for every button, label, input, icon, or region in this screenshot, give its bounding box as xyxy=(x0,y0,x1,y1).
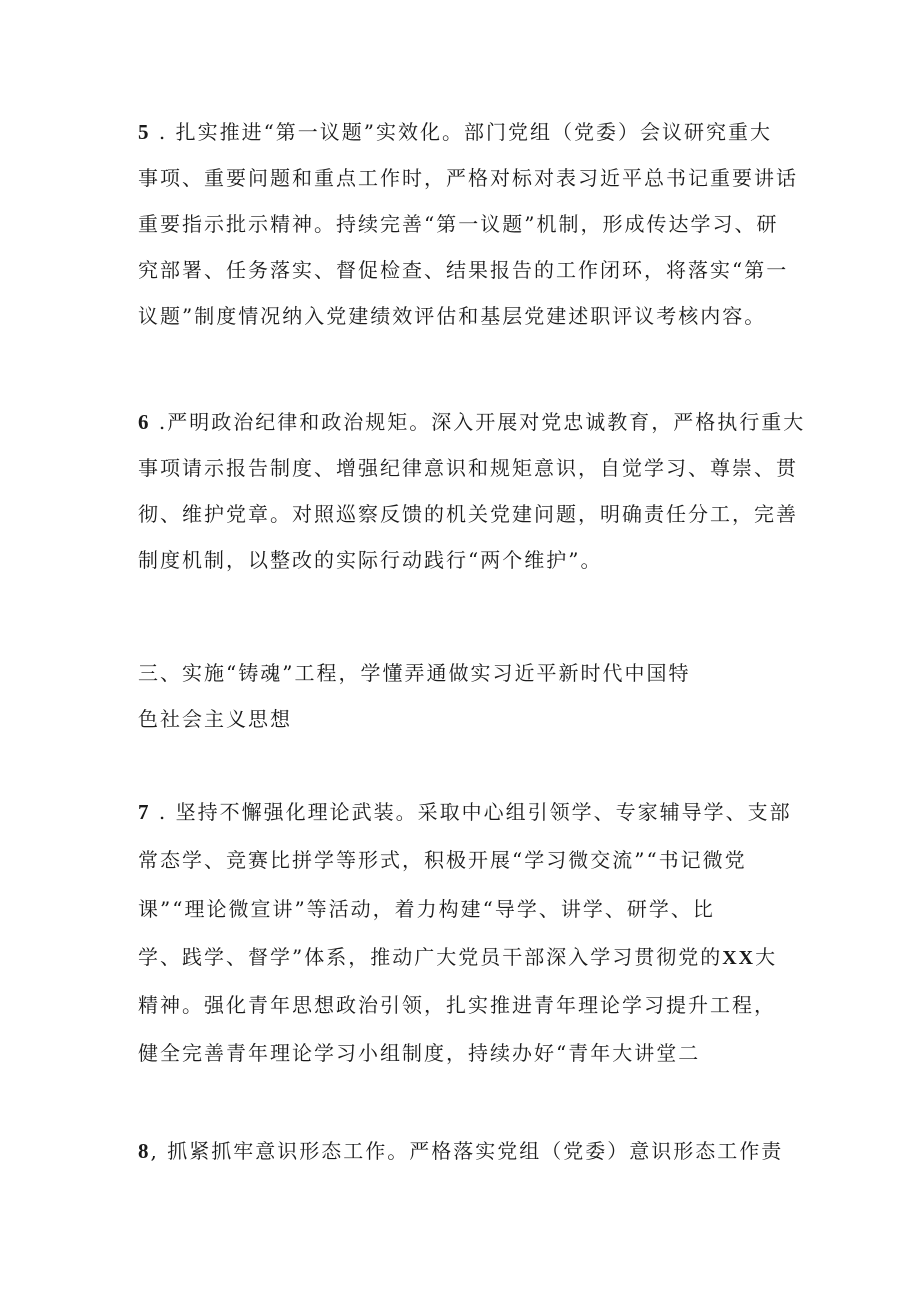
p7-line-3: 课”“理论微宣讲”等活动，着力构建“导学、讲学、研学、比 xyxy=(138,897,715,921)
p7-bold-xx: XX xyxy=(722,947,756,969)
p8-number: 8 xyxy=(138,1139,151,1163)
p8-line-1: 8, 抓紧抓牢意识形态工作。严格落实党组（党委）意识形态工作责 xyxy=(138,1139,784,1163)
p7-number: 7 xyxy=(138,800,151,824)
p6-line-1: 6 .严明政治纪律和政治规矩。深入开展对党忠诚教育，严格执行重大 xyxy=(138,410,806,434)
p5-line-4: 究部署、任务落实、督促检查、结果报告的工作闭环，将落实“第一 xyxy=(138,258,789,282)
p7-line-6: 健全完善青年理论学习小组制度，持续办好“青年大讲堂二 xyxy=(138,1041,701,1065)
p5-line-1: 5 . 扎实推进“第一议题”实效化。部门党组（党委）会议研究重大 xyxy=(138,120,773,144)
p7-line-4: 学、践学、督学”体系，推动广大党员干部深入学习贯彻党的XX大 xyxy=(138,945,778,969)
p6-number: 6 xyxy=(138,410,151,434)
p7-line-2: 常态学、竞赛比拼学等形式，积极开展“学习微交流”“书记微党 xyxy=(138,848,747,872)
section-heading-line-1: 三、实施“铸魂”工程，学懂弄通做实习近平新时代中国特 xyxy=(138,661,691,685)
p5-line-5: 议题”制度情况纳入党建绩效评估和基层党建述职评议考核内容。 xyxy=(138,304,767,328)
p5-line-3: 重要指示批示精神。持续完善“第一议题”机制，形成传达学习、研 xyxy=(138,212,779,236)
p7-line-1: 7 . 坚持不懈强化理论武装。采取中心组引领学、专家辅导学、支部 xyxy=(138,800,792,824)
p6-line-3: 彻、维护党章。对照巡察反馈的机关党建问题，明确责任分工，完善 xyxy=(138,502,798,526)
p6-line-4: 制度机制，以整改的实际行动践行“两个维护”。 xyxy=(138,548,603,572)
p5-line-2: 事项、重要问题和重点工作时，严格对标对表习近平总书记重要讲话 xyxy=(138,166,798,190)
p7-line-5: 精神。强化青年思想政治引领，扎实推进青年理论学习提升工程， xyxy=(138,993,776,1017)
section-heading-line-2: 色社会主义思想 xyxy=(138,707,292,731)
p6-line-2: 事项请示报告制度、增强纪律意识和规矩意识，自觉学习、尊崇、贯 xyxy=(138,456,798,480)
p5-number: 5 xyxy=(138,120,151,144)
